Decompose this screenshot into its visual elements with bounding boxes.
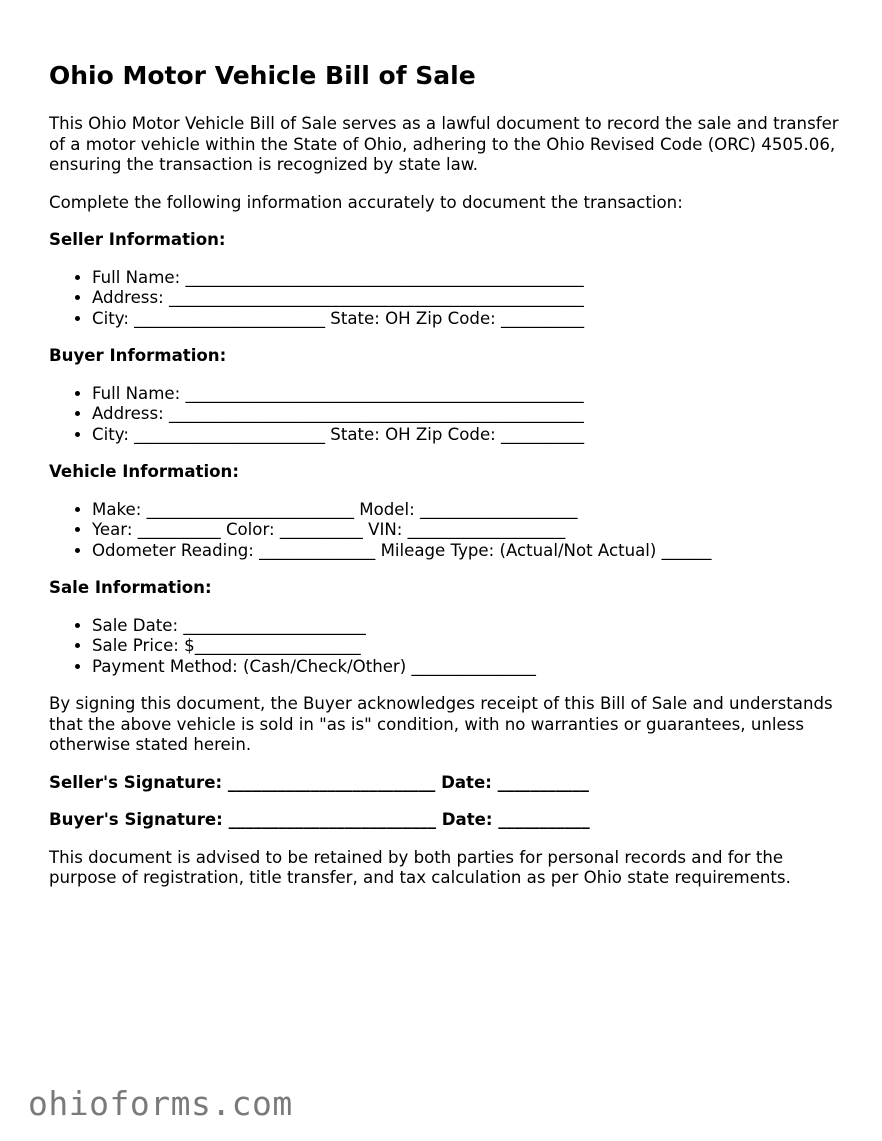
vehicle-make-model-field: • Make: _________________________ Model: ___________________ [92, 500, 839, 521]
buyer-full-name-field: • Full Name: ________________________________________________ [92, 384, 839, 405]
sale-price-field: • Sale Price: $____________________ [92, 636, 839, 657]
sale-field-list [49, 616, 839, 678]
instruction-paragraph: Complete the following information accurately to document the transaction: [49, 192, 683, 212]
sale-section-heading: Sale Information: [49, 578, 212, 597]
closing-paragraph: This document is advised to be retained by both parties for personal records and for the purpose of registration, title transfer, and tax calculation as per Ohio state requirements. [49, 847, 791, 887]
seller-full-name-field: • Full Name: ________________________________________________ [92, 268, 839, 289]
buyer-field-list [49, 384, 839, 446]
acknowledgement-paragraph: By signing this document, the Buyer acknowledges receipt of this Bill of Sale and understands that the above vehicle is sold in "as is" condition, with no warranties or guarantees, unless otherwise stated herein. [49, 694, 833, 754]
buyer-address-field: • Address: __________________________________________________ [92, 404, 839, 425]
buyer-signature-line: Buyer's Signature: _________________________ Date: ___________ [49, 810, 590, 829]
page-title: Ohio Motor Vehicle Bill of Sale [49, 61, 476, 90]
document-page [49, 58, 839, 906]
site-watermark: ohioforms.com [28, 1084, 293, 1123]
seller-address-field: • Address: __________________________________________________ [92, 288, 839, 309]
vehicle-year-color-vin-field: • Year: __________ Color: __________ VIN: ___________________ [92, 520, 839, 541]
vehicle-field-list [49, 500, 839, 562]
sale-date-field: • Sale Date: ______________________ [92, 616, 839, 637]
seller-field-list [49, 268, 839, 330]
buyer-section-heading: Buyer Information: [49, 346, 227, 365]
payment-method-field: • Payment Method: (Cash/Check/Other) _______________ [92, 657, 839, 678]
buyer-city-state-zip-field: • City: _______________________ State: OH Zip Code: __________ [92, 425, 839, 446]
intro-paragraph: This Ohio Motor Vehicle Bill of Sale serves as a lawful document to record the sale and transfer of a motor vehicle within the State of Ohio, adhering to the Ohio Revised Code (ORC) 4505.06, ensuring the transaction is recognized by state law. [49, 114, 839, 174]
vehicle-section-heading: Vehicle Information: [49, 462, 239, 481]
vehicle-odometer-field: • Odometer Reading: ______________ Mileage Type: (Actual/Not Actual) ______ [92, 541, 839, 562]
seller-section-heading: Seller Information: [49, 230, 226, 249]
seller-signature-line: Seller's Signature: _________________________ Date: ___________ [49, 772, 589, 792]
seller-city-state-zip-field: • City: _______________________ State: OH Zip Code: __________ [92, 309, 839, 330]
